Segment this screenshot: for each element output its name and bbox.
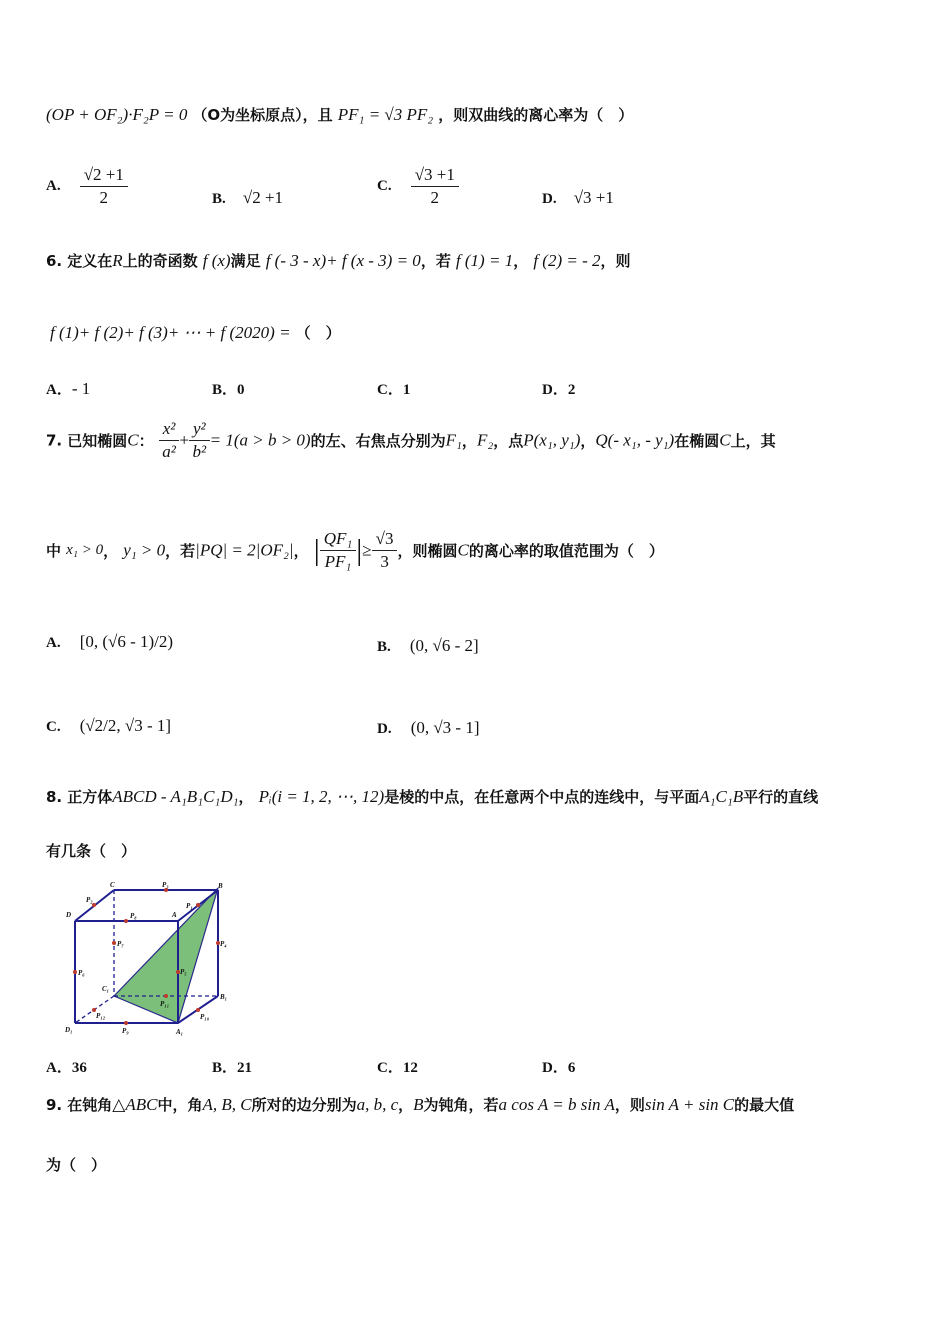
q5-text-b: ，则双曲线的离心率为（ ） [438,106,634,124]
q7-option-d[interactable]: D. (0, √3 - 1] [377,718,480,737]
q7-eq-frac-y: $\frac{\text{y²}}{\text{b²}}$ [189,418,210,463]
q6-stem: 6. 定义在R上的奇函数 f (x)满足 f (- 3 - x)+ f (x - 3) = 0，若 f (1) = 1， f (2) = - 2，则 [46,251,631,270]
svg-text:A₁: A₁ [176,1028,184,1036]
svg-text:B₁: B₁ [220,993,228,1001]
q6-option-b[interactable]: B．0 [212,382,245,398]
q5-option-a[interactable]: A. $\frac{√2 +1}{2}$ [46,164,128,209]
svg-text:P₇: P₇ [117,940,124,948]
q8-option-c[interactable]: C．12 [377,1060,418,1076]
q7-eq-frac-x: $\frac{\text{x²}}{\text{a²}}$ [159,418,180,463]
q6-sum-line: f (1)+ f (2)+ f (3)+ ⋯ + f (2020) = （ ） [50,323,341,342]
q5-text-a: （O为坐标原点），且 [192,106,333,124]
q5-stem [46,104,633,125]
svg-text:P₁₁: P₁₁ [160,1000,170,1008]
q5-option-c[interactable]: C. $\frac{√3 +1}{2}$ [377,164,459,209]
svg-text:P₁: P₁ [186,902,193,910]
svg-text:P₅: P₅ [180,968,187,976]
q9-stem-line2: 为（ ） [46,1156,107,1174]
q7-option-c[interactable]: C. (√2/2, √3 - 1] [46,716,172,735]
q6-option-a[interactable]: A．- 1 [46,379,91,398]
svg-text:B: B [218,882,223,890]
svg-text:P₂: P₂ [86,896,93,904]
q6-option-d[interactable]: D．2 [542,382,576,398]
q5-option-c-frac: $\frac{√3 +1}{2}$ [411,164,459,209]
q6-option-c[interactable]: C．1 [377,382,411,398]
svg-text:P₄: P₄ [220,940,227,948]
svg-text:P₃: P₃ [162,881,169,889]
q7-bound-frac: $\frac{√3}{3}$ [372,528,398,573]
q7-stem-line2: 中 x₁ > 0， y₁ > 0，若|PQ| = 2|OF₂|， | $\frac{\text{QF₁}}{\text{PF₁}}$ |≥ $\frac{√3}{3}$ ，则椭圆C的离心率的取值范围为（ ） [46,529,664,571]
svg-text:P₆: P₆ [78,969,85,977]
q8-option-a[interactable]: A．36 [46,1060,87,1076]
svg-text:P₁₂: P₁₂ [96,1012,106,1020]
q9-stem-line1: 9. 在钝角△ABC中，角A, B, C所对的边分别为a, b, c，B为钝角，若a cos A = b sin A，则sin A + sin C的最大值 [46,1095,795,1114]
q5-option-b[interactable]: B. √2 +1 [212,188,284,207]
q7-option-b[interactable]: B. (0, √6 - 2] [377,636,479,655]
q5-vector-expr: (OP + OF₂)·F₂P = 0 [46,105,188,124]
fig-label-c: C [110,881,115,889]
svg-text:D₁: D₁ [65,1026,73,1034]
q5-condition: PF₁ = √3 PF₂ [337,105,434,124]
q7-stem-line1: 7. 已知椭圆C： $\frac{\text{x²}}{\text{a²}}$ + $\frac{\text{y²}}{\text{b²}}$ = 1(a > b > 0)的左、右焦点分别为F₁，F₂，点P(x₁, y₁)，Q(- x₁, - y₁)在椭圆C上，其 [46,419,776,461]
q7-ratio-frac: $\frac{\text{QF₁}}{\text{PF₁}}$ [320,528,357,573]
svg-text:P₁₀: P₁₀ [200,1013,210,1021]
svg-text:P₈: P₈ [130,912,137,920]
svg-text:D: D [66,911,72,919]
q5-option-a-frac: $\frac{√2 +1}{2}$ [80,164,128,209]
q8-option-d[interactable]: D．6 [542,1060,576,1076]
cube-figure [60,880,240,1040]
svg-text:A: A [172,911,177,919]
svg-text:C₁: C₁ [102,985,110,993]
q5-option-d[interactable]: D. √3 +1 [542,188,614,207]
q8-stem-line2: 有几条（ ） [46,842,137,860]
q8-stem-line1: 8. 正方体ABCD - A₁B₁C₁D₁， Pᵢ(i = 1, 2, ⋯, 12)是棱的中点，在任意两个中点的连线中，与平面A₁C₁B平行的直线 [46,787,819,806]
q8-option-b[interactable]: B．21 [212,1060,253,1076]
svg-text:P₉: P₉ [122,1027,129,1035]
q7-option-a[interactable]: A. [0, (√6 - 1)/2) [46,632,174,651]
